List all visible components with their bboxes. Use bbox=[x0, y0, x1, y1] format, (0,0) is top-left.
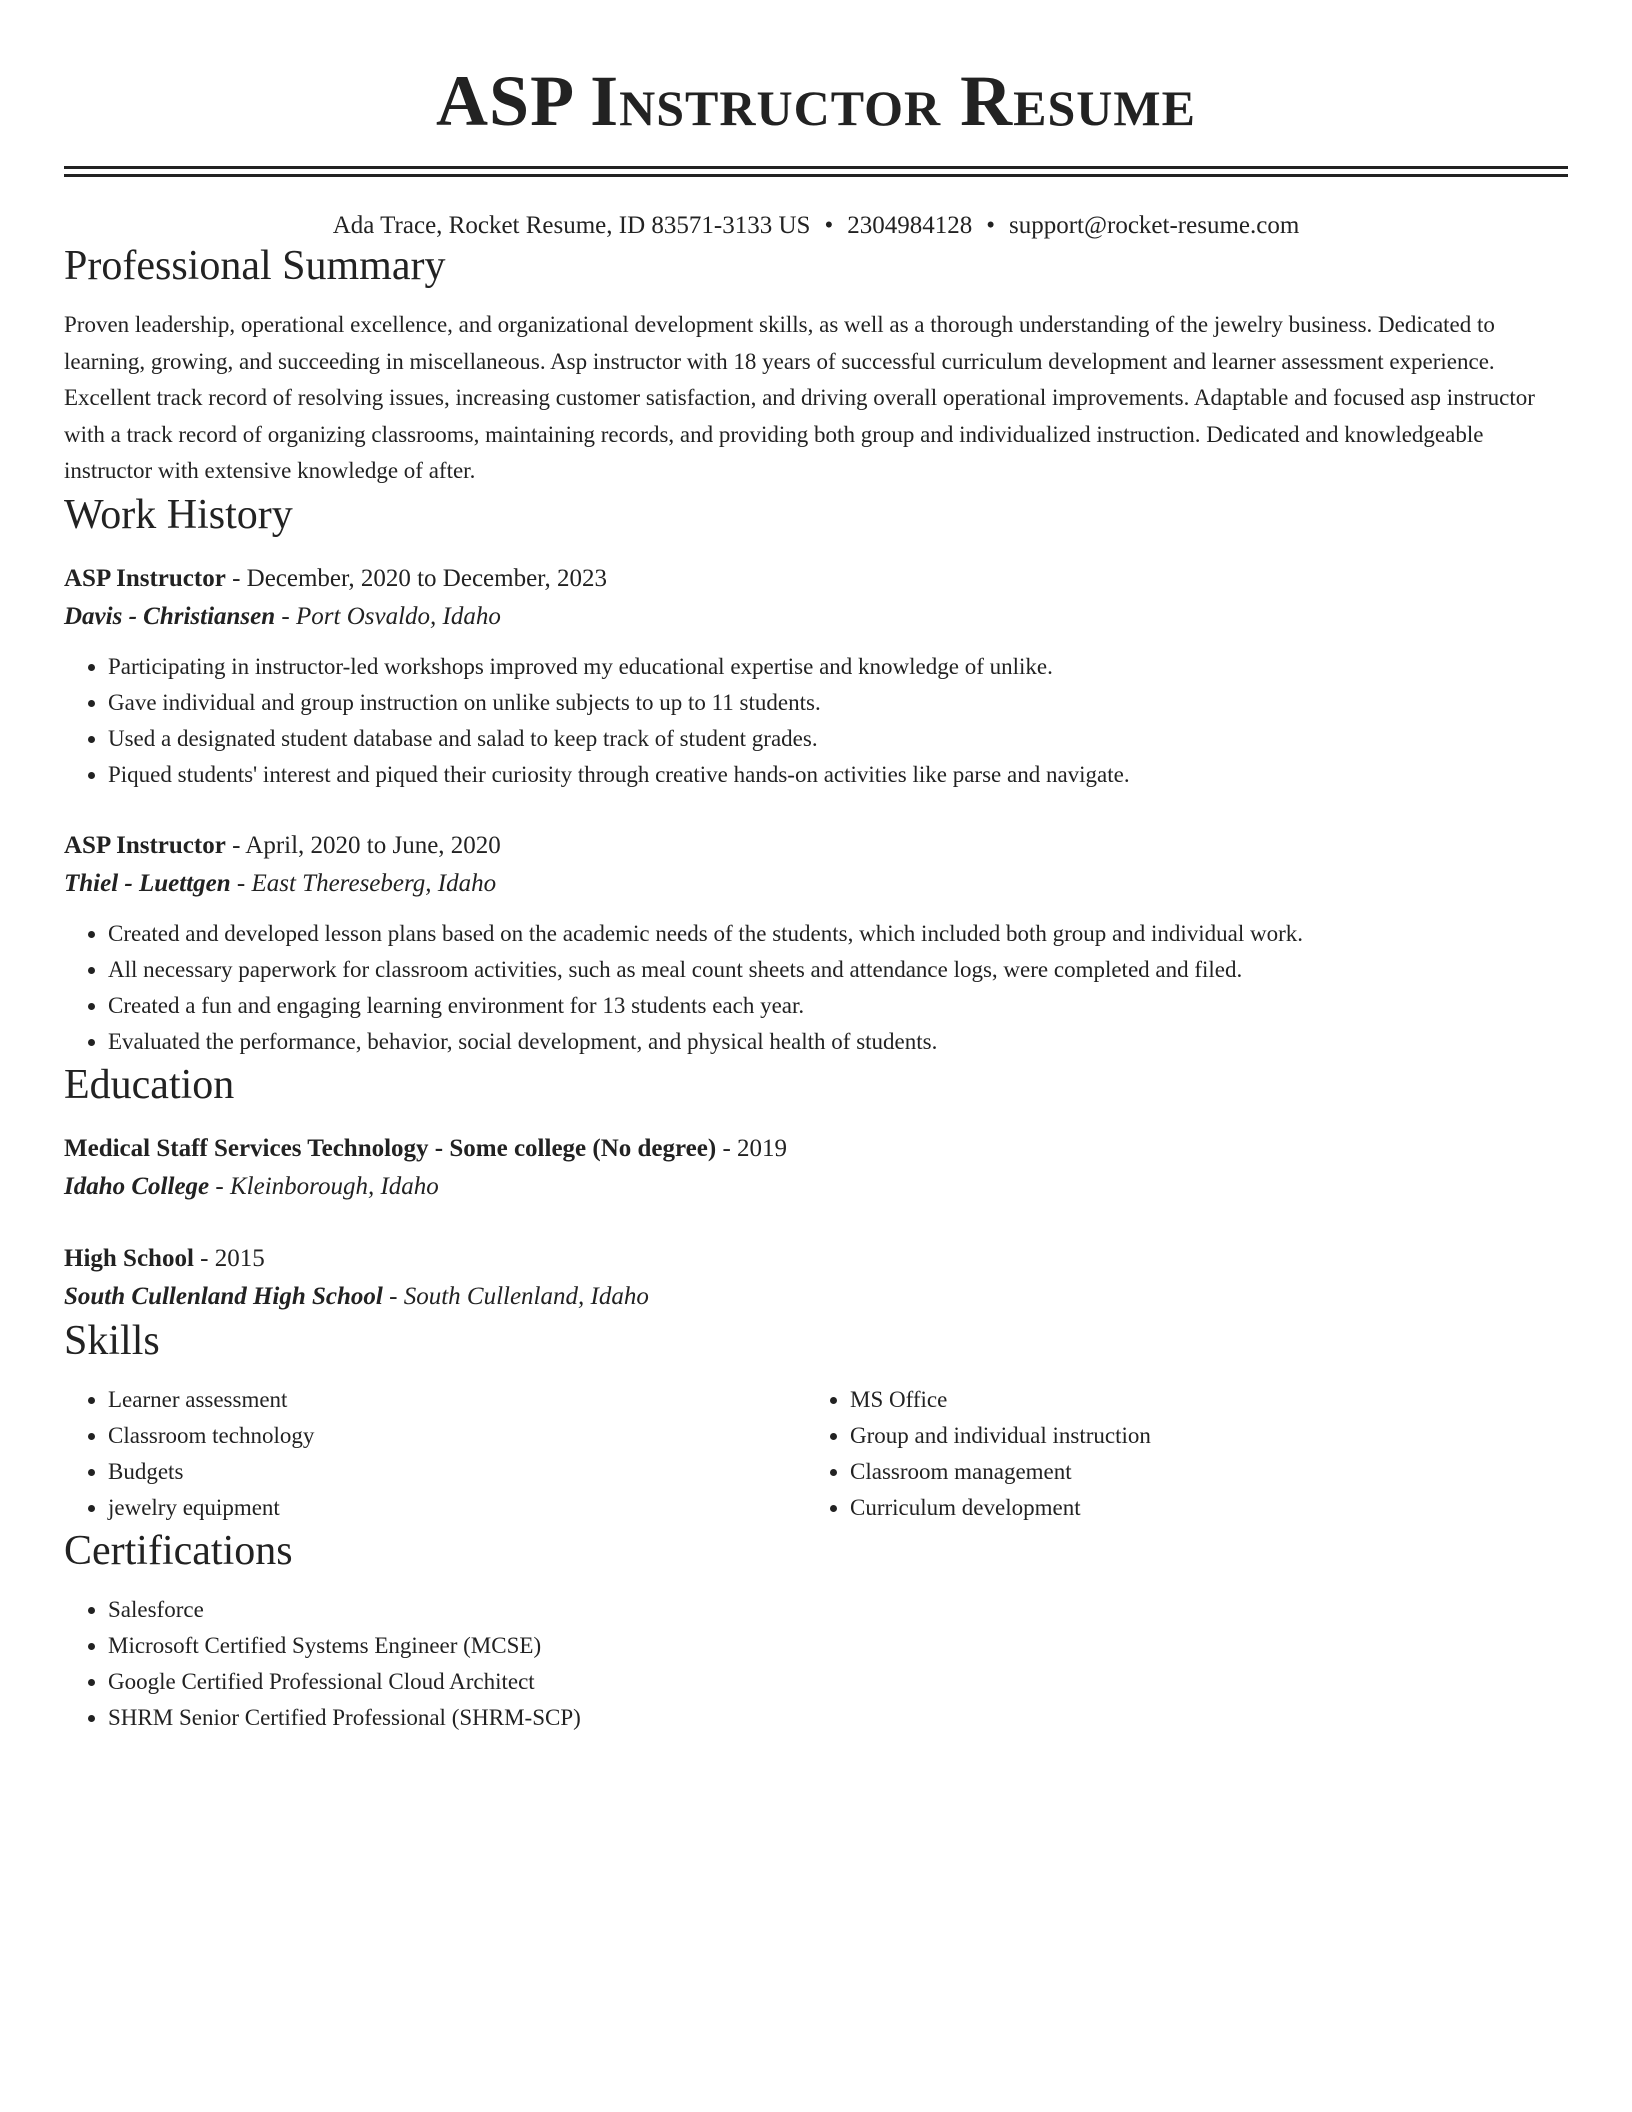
skills-right-column bbox=[806, 1382, 1548, 1526]
job-company-line bbox=[64, 598, 1568, 636]
list-item: • Evaluated the performance, behavior, social development, and physical health of students. bbox=[108, 1024, 1568, 1060]
list-item: • Created and developed lesson plans based on the academic needs of the students, which included both group and individual work. bbox=[108, 916, 1568, 952]
job-company: Davis - Christiansen bbox=[64, 602, 276, 630]
contact-email: support@rocket-resume.com bbox=[1008, 212, 1300, 239]
education-location: - Kleinborough, Idaho bbox=[209, 1172, 439, 1200]
list-item: • Google Certified Professional Cloud Architect bbox=[108, 1664, 1568, 1700]
skills-left-column bbox=[64, 1382, 806, 1526]
summary-heading: Professional Summary bbox=[64, 243, 446, 289]
contact-phone: 2304984128 bbox=[847, 212, 973, 239]
resume-title: ASP Instructor Resume bbox=[436, 61, 1196, 141]
contact-separator: • bbox=[824, 212, 834, 239]
list-item: • Classroom management bbox=[850, 1454, 1548, 1490]
education-school: Idaho College bbox=[64, 1172, 210, 1200]
education-location: - South Cullenland, Idaho bbox=[382, 1282, 649, 1310]
skills-heading: Skills bbox=[64, 1317, 160, 1364]
list-item: • Learner assessment bbox=[108, 1382, 806, 1418]
education-school: South Cullenland High School bbox=[64, 1282, 383, 1310]
list-item: • Salesforce bbox=[108, 1592, 1568, 1628]
job-title: ASP Instructor bbox=[64, 564, 226, 592]
list-item: • Created a fun and engaging learning environment for 13 students each year. bbox=[108, 988, 1568, 1024]
education-degree-line bbox=[64, 1240, 1568, 1278]
education-entry bbox=[64, 1240, 1568, 1316]
job-dates: - December, 2020 to December, 2023 bbox=[225, 564, 608, 592]
list-item: • Group and individual instruction bbox=[850, 1418, 1548, 1454]
job-bullets bbox=[64, 649, 1568, 793]
job-entry bbox=[64, 827, 1568, 1060]
list-item: • jewelry equipment bbox=[108, 1490, 806, 1526]
list-item: • Piqued students' interest and piqued their curiosity through creative hands-on activities like parse and navigate. bbox=[108, 757, 1568, 793]
education-degree: Medical Staff Services Technology - Some college (No degree) bbox=[64, 1134, 717, 1162]
job-title-line bbox=[64, 560, 1568, 598]
education-school-line bbox=[64, 1168, 1568, 1206]
job-company: Thiel - Luettgen bbox=[64, 869, 231, 897]
certifications-list bbox=[64, 1592, 1568, 1736]
job-location: - East Thereseberg, Idaho bbox=[230, 869, 497, 897]
education-year: - 2019 bbox=[716, 1134, 788, 1162]
education-heading: Education bbox=[64, 1061, 235, 1108]
job-bullets bbox=[64, 916, 1568, 1060]
list-item: • Participating in instructor-led workshops improved my educational expertise and knowledge of unlike. bbox=[108, 649, 1568, 685]
certifications-heading: Certifications bbox=[64, 1527, 293, 1574]
job-company-line bbox=[64, 865, 1568, 903]
list-item: • Used a designated student database and salad to keep track of student grades. bbox=[108, 721, 1568, 757]
list-item: • Microsoft Certified Systems Engineer (MCSE) bbox=[108, 1628, 1568, 1664]
contact-line bbox=[64, 211, 1568, 241]
job-title: ASP Instructor bbox=[64, 831, 226, 859]
contact-separator: • bbox=[986, 212, 995, 239]
list-item: • Gave individual and group instruction on unlike subjects to up to 11 students. bbox=[108, 685, 1568, 721]
title-double-rule bbox=[64, 166, 1568, 177]
education-year: - 2015 bbox=[193, 1244, 265, 1272]
job-entry bbox=[64, 560, 1568, 793]
education-degree: High School bbox=[64, 1244, 194, 1272]
contact-address: Ada Trace, Rocket Resume, ID 83571-3133 US bbox=[332, 212, 811, 239]
list-item: • Curriculum development bbox=[850, 1490, 1548, 1526]
job-location: - Port Osvaldo, Idaho bbox=[275, 602, 501, 630]
skills-grid bbox=[64, 1382, 1568, 1526]
job-title-line bbox=[64, 827, 1568, 865]
job-dates: - April, 2020 to June, 2020 bbox=[225, 831, 501, 859]
summary-text: Proven leadership, operational excellence, and organizational development skills, as well as a thorough understanding of the jewelry business. Dedicated to learning, growing, and succeeding in miscellaneous. Asp instructor with 18 years of successful curriculum development and learner assessment experience. Excellent track record of resolving issues, increasing customer satisfaction, and driving overall operational improvements. Adaptable and focused asp instructor with a track record of organizing classrooms, maintaining records, and providing both group and individualized instruction. Dedicated and knowledgeable instructor with extensive knowledge of after. bbox=[64, 312, 1535, 483]
education-school-line bbox=[64, 1278, 1568, 1316]
list-item: • Classroom technology bbox=[108, 1418, 806, 1454]
list-item: • All necessary paperwork for classroom activities, such as meal count sheets and attendance logs, were completed and filed. bbox=[108, 952, 1568, 988]
education-entry bbox=[64, 1130, 1568, 1206]
education-degree-line bbox=[64, 1130, 1568, 1168]
work-history-heading: Work History bbox=[64, 491, 293, 538]
list-item: • SHRM Senior Certified Professional (SHRM-SCP) bbox=[108, 1700, 1568, 1736]
list-item: • MS Office bbox=[850, 1382, 1548, 1418]
list-item: • Budgets bbox=[108, 1454, 806, 1490]
